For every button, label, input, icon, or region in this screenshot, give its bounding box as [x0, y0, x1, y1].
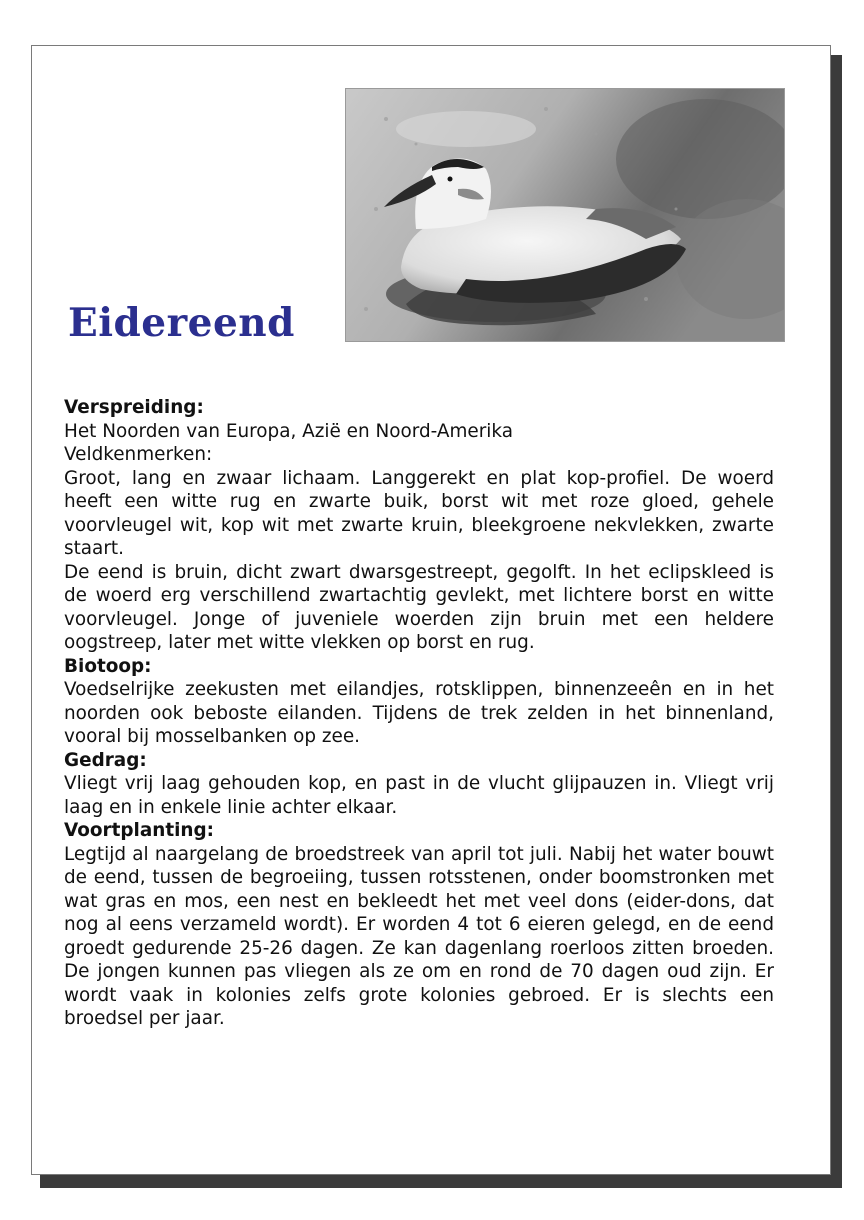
document-page [31, 45, 831, 1175]
heading-biotoop: Biotoop: [64, 655, 152, 677]
voortplanting-text: Legtijd al naargelang de broedstreek van april tot juli. Nabij het water bouwt de eend, tussen de begroeiing, tussen rotsstenen, onder boomstronken met wat gras en mos, een nest en bekleedt het met veel dons (eider-dons, dat nog al eens verzameld wordt). Er worden 4 tot 6 eieren gelegd, en de eend groedt gedurende 25-26 dagen. Ze kan dagenlang roerloos zitten broeden. De jongen kunnen pas vliegen als ze om en rond de 70 dagen oud zijn. Er wordt vaak in kolonies zelfs grote kolonies gebroed. Er is slechts een broedsel per jaar. [64, 843, 774, 1029]
veldkenmerken-eend-text: De eend is bruin, dicht zwart dwarsgestreept, gegolft. In het eclipskleed is de woerd erg verschillend zwartachtig gevlekt, met lichtere borst en witte voorvleugel. Jonge of juveniele woerden zijn bruin met een heldere oogstreep, later met witte vlekken op borst en rug. [64, 561, 774, 653]
heading-voortplanting: Voortplanting: [64, 820, 215, 841]
eider-duck-icon [346, 89, 785, 342]
veldkenmerken-label: Veldkenmerken: [64, 444, 213, 465]
veldkenmerken-woerd-text: Groot, lang en zwaar lichaam. Langgerekt en plat kop-profiel. De woerd heeft een witte rug en zwarte buik, borst wit met roze gloed, gehele voorvleugel wit, kop wit met zwarte kruin, bleekgroene nekvlekken, zwarte staart. [64, 467, 774, 559]
article-body [64, 396, 774, 1031]
page-title: Eidereend [68, 300, 295, 346]
heading-verspreiding: Verspreiding: [64, 397, 204, 418]
verspreiding-text: Het Noorden van Europa, Azië en Noord-Amerika [64, 420, 513, 442]
biotoop-text: Voedselrijke zeekusten met eilandjes, rotsklippen, binnenzeeên en in het noorden ook beboste eilanden. Tijdens de trek zelden in het binnenland, vooral bij mosselbanken op zee. [64, 679, 774, 747]
gedrag-text: Vliegt vrij laag gehouden kop, en past in de vlucht glijpauzen in. Vliegt vrij laag en in enkele linie achter elkaar. [64, 773, 774, 818]
heading-gedrag: Gedrag: [64, 749, 147, 771]
eider-duck-photo [345, 88, 785, 342]
